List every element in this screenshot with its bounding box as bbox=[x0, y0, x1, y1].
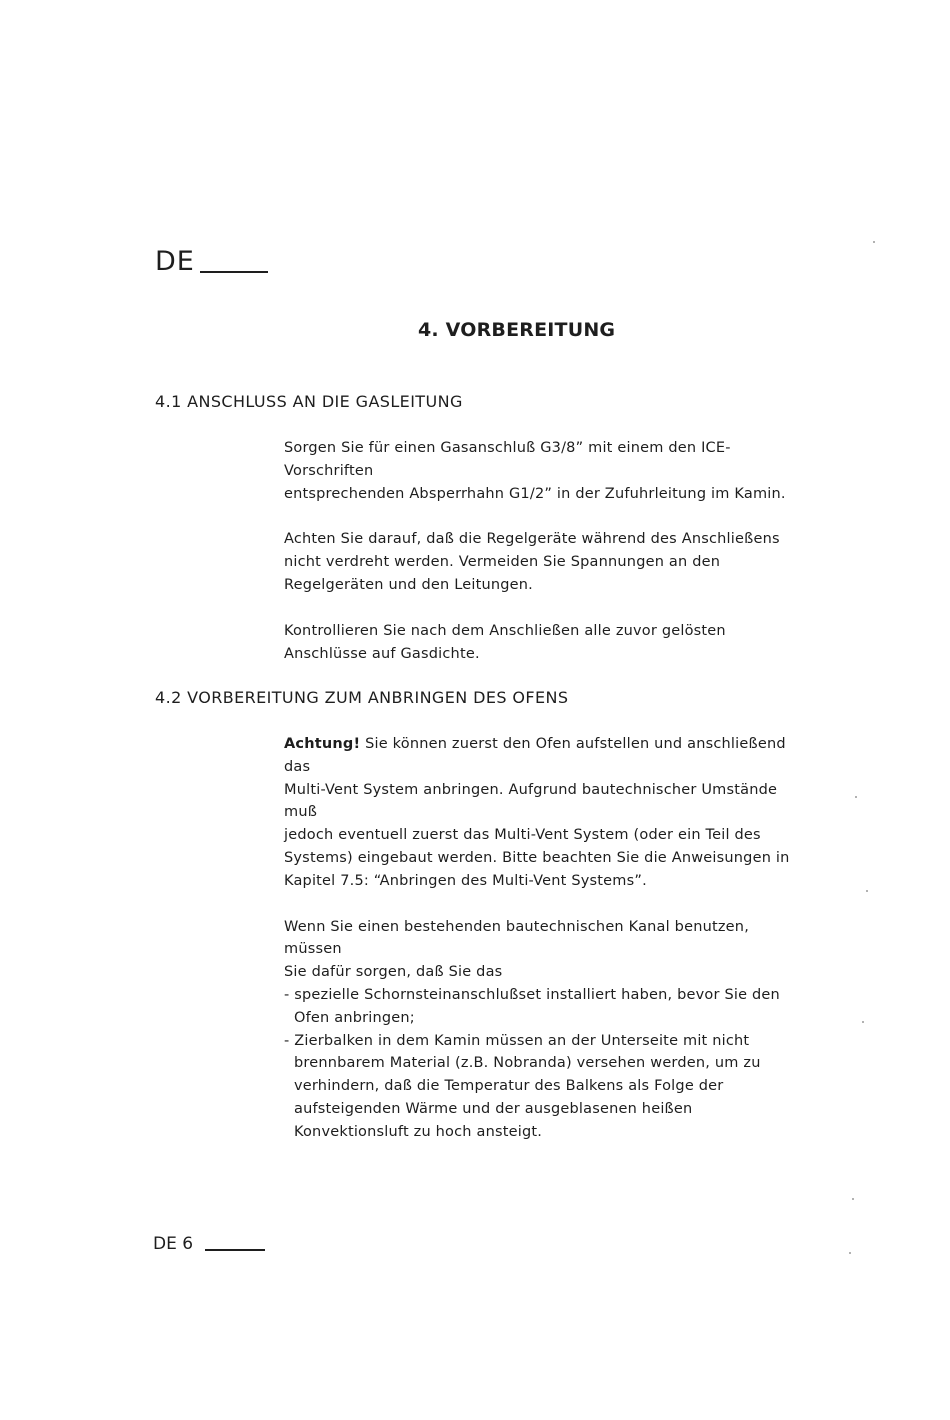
section-heading-stove-preparation: 4.2 VORBEREITUNG ZUM ANBRINGEN DES OFENS bbox=[155, 688, 569, 707]
list-item: - spezielle Schornsteinanschlußset installiert haben, bevor Sie den Ofen anbringen; bbox=[284, 986, 780, 1026]
scan-speck bbox=[866, 890, 868, 892]
warning-label: Achtung! bbox=[284, 736, 361, 752]
paragraph: Wenn Sie einen bestehenden bautechnischen Kanal benutzen, müssen Sie dafür sorgen, daß Sie das bbox=[284, 918, 750, 981]
list-item: - Zierbalken in dem Kamin müssen an der Unterseite mit nicht brennbarem Material (z.B. Nobranda) versehen werden, um zu verhindern, daß die Temperatur des Balkens als Folge der aufsteigenden Wärme und der ausgeblasenen heißen Konvektionsluft zu hoch ansteigt. bbox=[284, 1032, 761, 1140]
warning-paragraph bbox=[284, 733, 804, 893]
scan-speck bbox=[852, 1198, 854, 1200]
paragraph: Kontrollieren Sie nach dem Anschließen alle zuvor gelösten Anschlüsse auf Gasdichte. bbox=[284, 622, 726, 662]
paragraph: Sorgen Sie für einen Gasanschluß G3/8” mit einem den ICE-Vorschriften entsprechenden Absperrhahn G1/2” in der Zufuhrleitung im Kamin. bbox=[284, 440, 786, 502]
scan-speck bbox=[862, 1021, 864, 1023]
scan-speck bbox=[855, 796, 857, 798]
header-rule bbox=[200, 271, 268, 273]
scan-speck bbox=[849, 1252, 851, 1254]
page-number: DE 6 bbox=[153, 1234, 194, 1254]
chapter-title: 4. VORBEREITUNG bbox=[418, 319, 616, 341]
warning-text: Sie können zuerst den Ofen aufstellen und anschließend das Multi-Vent System anbringen. Aufgrund bautechnischer Umstände muß jedoch eventuell zuerst das Multi-Vent System (oder ein Teil des Systems) eingebaut werden. Bitte beachten Sie die Anweisungen in Kapitel 7.5: “Anbringen des Multi-Vent Systems”. bbox=[284, 736, 790, 889]
paragraph: Achten Sie darauf, daß die Regelgeräte während des Anschließens nicht verdreht werden. Vermeiden Sie Spannungen an den Regelgeräten und den Leitungen. bbox=[284, 531, 780, 593]
section-heading-gas-connection: 4.1 ANSCHLUSS AN DIE GASLEITUNG bbox=[155, 392, 463, 411]
language-code: DE bbox=[155, 246, 195, 277]
footer-rule bbox=[205, 1249, 265, 1251]
scan-speck bbox=[873, 241, 875, 243]
section-body-stove-preparation bbox=[284, 733, 804, 1144]
section-body-gas-connection bbox=[284, 437, 804, 665]
